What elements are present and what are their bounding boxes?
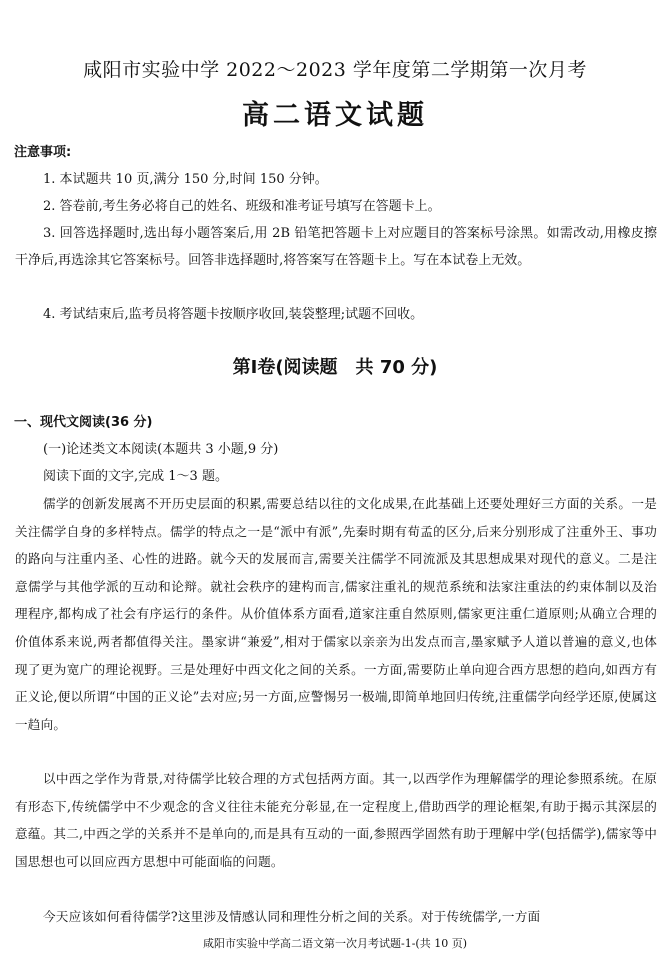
school-title: 咸阳市实验中学 2022～2023 学年度第二学期第一次月考 (83, 59, 587, 81)
notice-item-1: 1. 本试题共 10 页,满分 150 分,时间 150 分钟。 (43, 172, 328, 187)
section-title: 第Ⅰ卷(阅读题 共 70 分) (232, 357, 438, 378)
passage-paragraph-1: 儒学的创新发展离不开历史层面的积累,需要总结以往的文化成果,在此基础上还要处理好三方面的关系。一是关注儒学自身的多样特点。儒学的特点之一是“派中有派”,先秦时期有荀孟的区分,后来分别形成了注重外王、事功的路向与注重内圣、心性的进路。就今天的发展而言,需要关注儒学不同流派及其思想成果对现代的意义。二是注意儒学与其他学派的互动和论辩。就社会秩序的建构而言,儒家注重礼的规范系统和法家注重法的约束体制以及治理程序,都构成了社会有序运行的条件。从价值体系方面看,道家注重自然原则,儒家更注重仁道原则;从确立合理的价值体系来说,两者都值得关注。墨家讲“兼爱”,相对于儒家以亲亲为出发点而言,墨家赋予人道以普遍的意义,也体现了更为宽广的理论视野。三是处理好中西文化之间的关系。一方面,需要防止单向迎合西方思想的趋向,如西方有正义论,便以所谓“中国的正义论”去对应;另一方面,应警惕另一极端,即简单地回归传统,注重儒学向经学还原,使属这一趋向。 (15, 496, 657, 732)
notice-item-3: 3. 回答选择题时,选出每小题答案后,用 2B 铅笔把答题卡上对应题目的答案标号涂黑。如需改动,用橡皮擦干净后,再选涂其它答案标号。回答非选择题时,将答案写在答题卡上。写在本试卷上无效。 (15, 226, 657, 268)
notice-heading: 注意事项: (14, 145, 72, 160)
exam-title: 高二语文试题 (242, 100, 428, 131)
part-heading: 一、现代文阅读(36 分) (14, 415, 153, 430)
passage-paragraph-3: 今天应该如何看待儒学?这里涉及情感认同和理性分析之间的关系。对于传统儒学,一方面 (43, 909, 541, 924)
page-footer: 咸阳市实验中学高二语文第一次月考试题-1-(共 10 页) (202, 937, 467, 950)
notice-item-2: 2. 答卷前,考生务必将自己的姓名、班级和准考证号填写在答题卡上。 (43, 199, 441, 214)
notice-item-4: 4. 考试结束后,监考员将答题卡按顺序收回,装袋整理;试题不回收。 (43, 307, 424, 322)
reading-instruction: 阅读下面的文字,完成 1～3 题。 (43, 469, 228, 484)
part-subheading: (一)论述类文本阅读(本题共 3 小题,9 分) (43, 442, 279, 457)
passage-paragraph-2: 以中西之学作为背景,对待儒学比较合理的方式包括两方面。其一,以西学作为理解儒学的理论参照系统。在原有形态下,传统儒学中不少观念的含义往往未能充分彰显,在一定程度上,借助西学的理论框架,有助于揭示其深层的意蕴。其二,中西之学的关系并不是单向的,而是具有互动的一面,参照西学固然有助于理解中学(包括儒学),儒家等中国思想也可以回应西方思想中可能面临的问题。 (15, 771, 657, 869)
